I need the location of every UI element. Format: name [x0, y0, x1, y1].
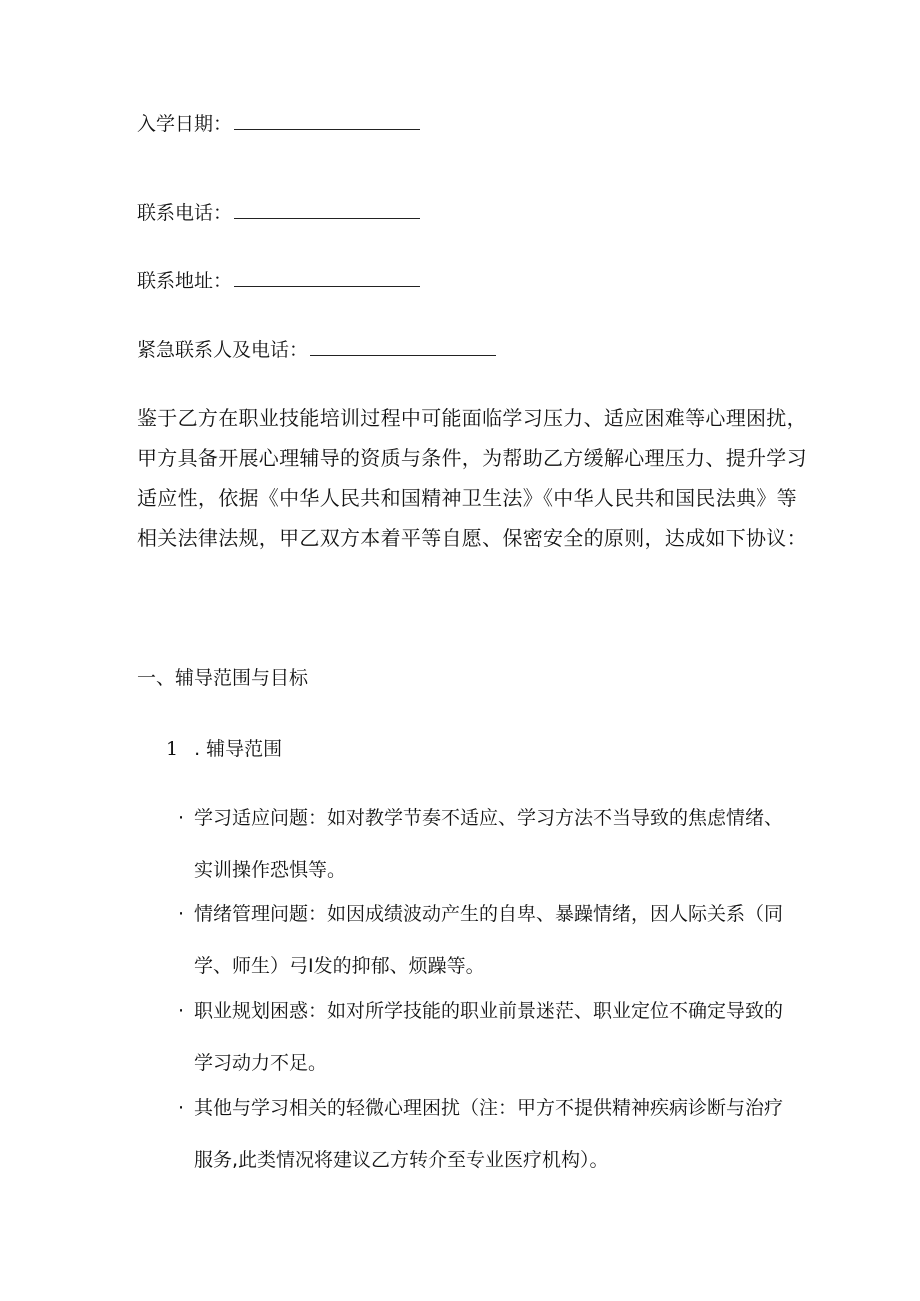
bullet-dot: · [177, 903, 185, 925]
list-item [174, 792, 794, 896]
emergency-contact-blank [310, 337, 496, 356]
list-item [174, 888, 794, 992]
list-item [174, 985, 794, 1089]
phone-blank [234, 200, 420, 219]
preamble-paragraph: 鉴于乙方在职业技能培训过程中可能面临学习压力、适应困难等心理困扰，甲方具备开展心理辅导的资质与条件，为帮助乙方缓解心理压力、提升学习适应性，依据《中华人民共和国精神卫生法》《中华人民共和国民法典》等相关法律法规，甲乙双方本着平等自愿、保密安全的原则，达成如下协议： [137, 406, 807, 550]
address-blank [234, 268, 420, 287]
phone-label: 联系电话： [137, 202, 233, 224]
bullet-dot: · [177, 1097, 185, 1119]
subheading-title: . 辅导范围 [194, 738, 283, 760]
address-field [137, 267, 420, 295]
enrollment-date-blank [234, 111, 420, 130]
bullet-dot: · [177, 1000, 185, 1022]
bullet-dot: · [177, 807, 185, 829]
list-item-text: 职业规划困惑：如对所学技能的职业前景迷茫、职业定位不确定导致的学习动力不足。 [194, 1000, 784, 1074]
emergency-contact-field [137, 336, 496, 364]
section-1-subheading [166, 735, 282, 763]
list-item-text: 学习适应问题：如对教学节奏不适应、学习方法不当导致的焦虑情绪、实训操作恐惧等。 [194, 807, 784, 881]
enrollment-date-field [137, 110, 420, 138]
emergency-contact-label: 紧急联系人及电话： [137, 339, 309, 361]
address-label: 联系地址： [137, 270, 233, 292]
list-item [174, 1082, 794, 1186]
enrollment-date-label: 入学日期： [137, 113, 233, 135]
phone-field [137, 199, 420, 227]
list-item-text: 情绪管理问题：如因成绩波动产生的自卑、暴躁情绪，因人际关系（同学、师生）弓I发的抑郁、烦躁等。 [194, 903, 784, 977]
list-item-text: 其他与学习相关的轻微心理困扰（注：甲方不提供精神疾病诊断与治疗服务,此类情况将建议乙方转介至专业医疗机构）。 [194, 1097, 784, 1171]
subheading-number: 1 [166, 738, 179, 760]
section-1-heading: 一、辅导范围与目标 [137, 667, 309, 689]
